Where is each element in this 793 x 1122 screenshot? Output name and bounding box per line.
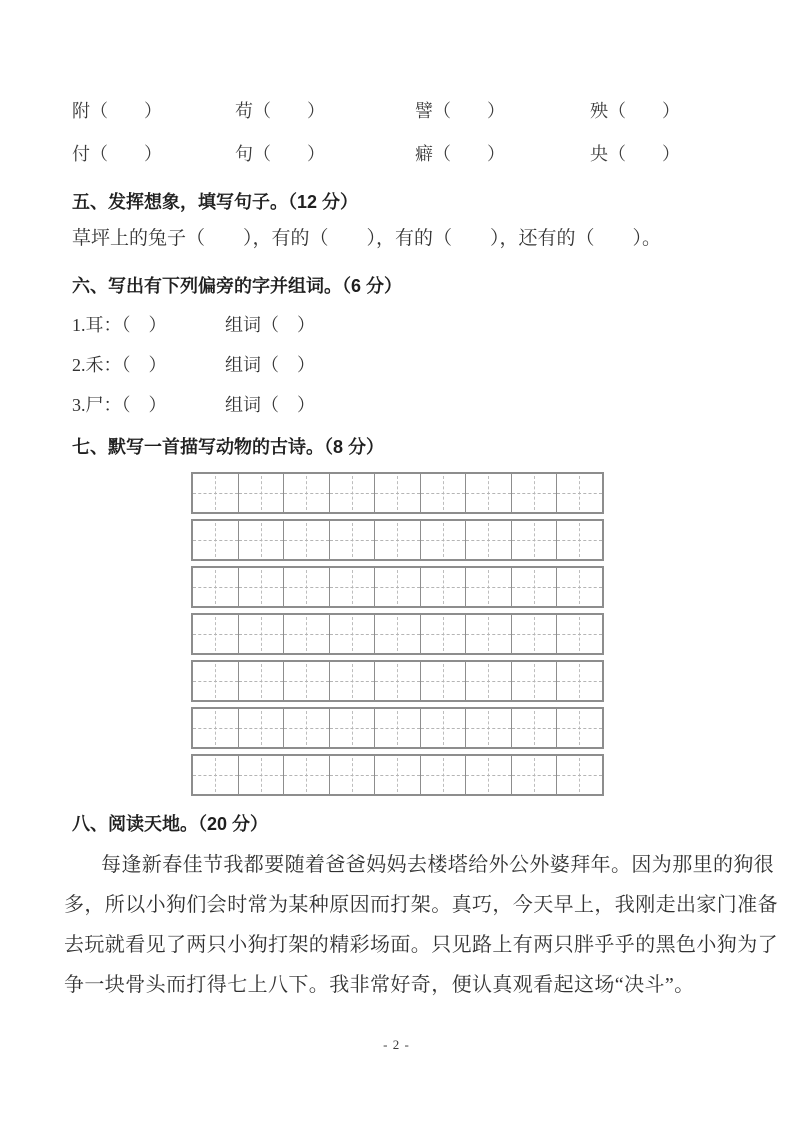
writing-cell [239,615,285,653]
writing-cell [284,474,330,512]
writing-cell [557,568,602,606]
word-fill-row [72,99,753,123]
grid-strip [191,754,604,796]
writing-cell [193,756,239,794]
word-fill-item: 附（ ） [72,101,162,121]
section6-items [72,313,315,433]
writing-cell [284,568,330,606]
writing-cell [375,756,421,794]
paragraph-line: 去玩就看见了两只小狗打架的精彩场面。只见路上有两只胖乎乎的黑色小狗为了 [64,934,778,956]
word-fill-item: 癖（ ） [415,144,505,164]
writing-cell [330,662,376,700]
writing-cell [557,474,602,512]
writing-cell [421,615,467,653]
writing-cell [466,521,512,559]
writing-cell [239,662,285,700]
word-fill-section [72,99,753,185]
writing-cell [330,756,376,794]
writing-cell [330,709,376,747]
writing-cell [284,615,330,653]
writing-cell [193,474,239,512]
writing-cell [284,662,330,700]
writing-cell [512,709,558,747]
section7-title: 七、默写一首描写动物的古诗。（8 分） [72,437,385,457]
writing-cell [239,709,285,747]
radical-item [72,353,315,377]
writing-cell [193,662,239,700]
page-number: - 2 - [383,1037,410,1052]
section6-title: 六、写出有下列偏旁的字并组词。（6 分） [72,276,403,296]
writing-cell [375,615,421,653]
writing-cell [330,568,376,606]
writing-cell [375,568,421,606]
writing-cell [284,709,330,747]
section5-title: 五、发挥想象，填写句子。（12 分） [72,192,359,212]
section8-paragraph [64,845,778,1005]
writing-cell [284,521,330,559]
word-fill-item: 央（ ） [590,144,680,164]
writing-cell [239,568,285,606]
writing-cell [193,521,239,559]
radical-item [72,313,315,337]
word-building-prompt: 组词（ ） [225,395,315,415]
grid-strip [191,566,604,608]
writing-cell [421,709,467,747]
grid-strip [191,519,604,561]
radical-prompt: 2.禾：（ ） [72,355,167,375]
writing-cell [557,756,602,794]
writing-cell [512,756,558,794]
radical-prompt: 3.尸：（ ） [72,395,167,415]
writing-cell [239,474,285,512]
section8-title: 八、阅读天地。（20 分） [72,814,269,834]
grid-strip [191,660,604,702]
grid-strip [191,707,604,749]
paragraph-line: 争一块骨头而打得七上八下。我非常好奇，便认真观看起这场“决斗”。 [64,974,695,996]
writing-cell [375,662,421,700]
writing-cell [421,756,467,794]
writing-cell [421,568,467,606]
grid-strip [191,613,604,655]
writing-cell [557,662,602,700]
writing-cell [466,615,512,653]
writing-cell [466,709,512,747]
writing-cell [557,521,602,559]
word-building-prompt: 组词（ ） [225,315,315,335]
section5-sentence: 草坪上的兔子（ ），有的（ ），有的（ ），还有的（ ）。 [72,228,662,249]
writing-cell [421,474,467,512]
word-fill-item: 殃（ ） [590,101,680,121]
writing-cell [375,521,421,559]
writing-cell [375,474,421,512]
word-fill-item: 句（ ） [235,144,325,164]
writing-cell [512,662,558,700]
word-building-prompt: 组词（ ） [225,355,315,375]
writing-cell [284,756,330,794]
radical-prompt: 1.耳：（ ） [72,315,167,335]
writing-cell [466,756,512,794]
writing-cell [557,615,602,653]
paragraph-line: 每逢新春佳节我都要随着爸爸妈妈去楼塔给外公外婆拜年。因为那里的狗很 [101,854,775,876]
word-fill-item: 譬（ ） [415,101,505,121]
grid-strip [191,472,604,514]
writing-cell [239,521,285,559]
word-fill-item: 付（ ） [72,144,162,164]
paragraph-line: 多，所以小狗们会时常为某种原因而打架。真巧，今天早上，我刚走出家门准备 [64,894,778,916]
writing-cell [512,474,558,512]
writing-cell [330,521,376,559]
writing-cell [512,521,558,559]
writing-cell [421,521,467,559]
writing-cell [421,662,467,700]
writing-cell [239,756,285,794]
word-fill-row [72,142,753,166]
writing-cell [466,474,512,512]
writing-cell [557,709,602,747]
writing-cell [193,709,239,747]
writing-cell [330,474,376,512]
writing-cell [466,662,512,700]
radical-item [72,393,315,417]
writing-cell [466,568,512,606]
writing-cell [330,615,376,653]
writing-cell [375,709,421,747]
writing-cell [512,568,558,606]
writing-grid [191,472,604,801]
writing-cell [193,615,239,653]
word-fill-item: 苟（ ） [235,101,325,121]
writing-cell [512,615,558,653]
writing-cell [193,568,239,606]
